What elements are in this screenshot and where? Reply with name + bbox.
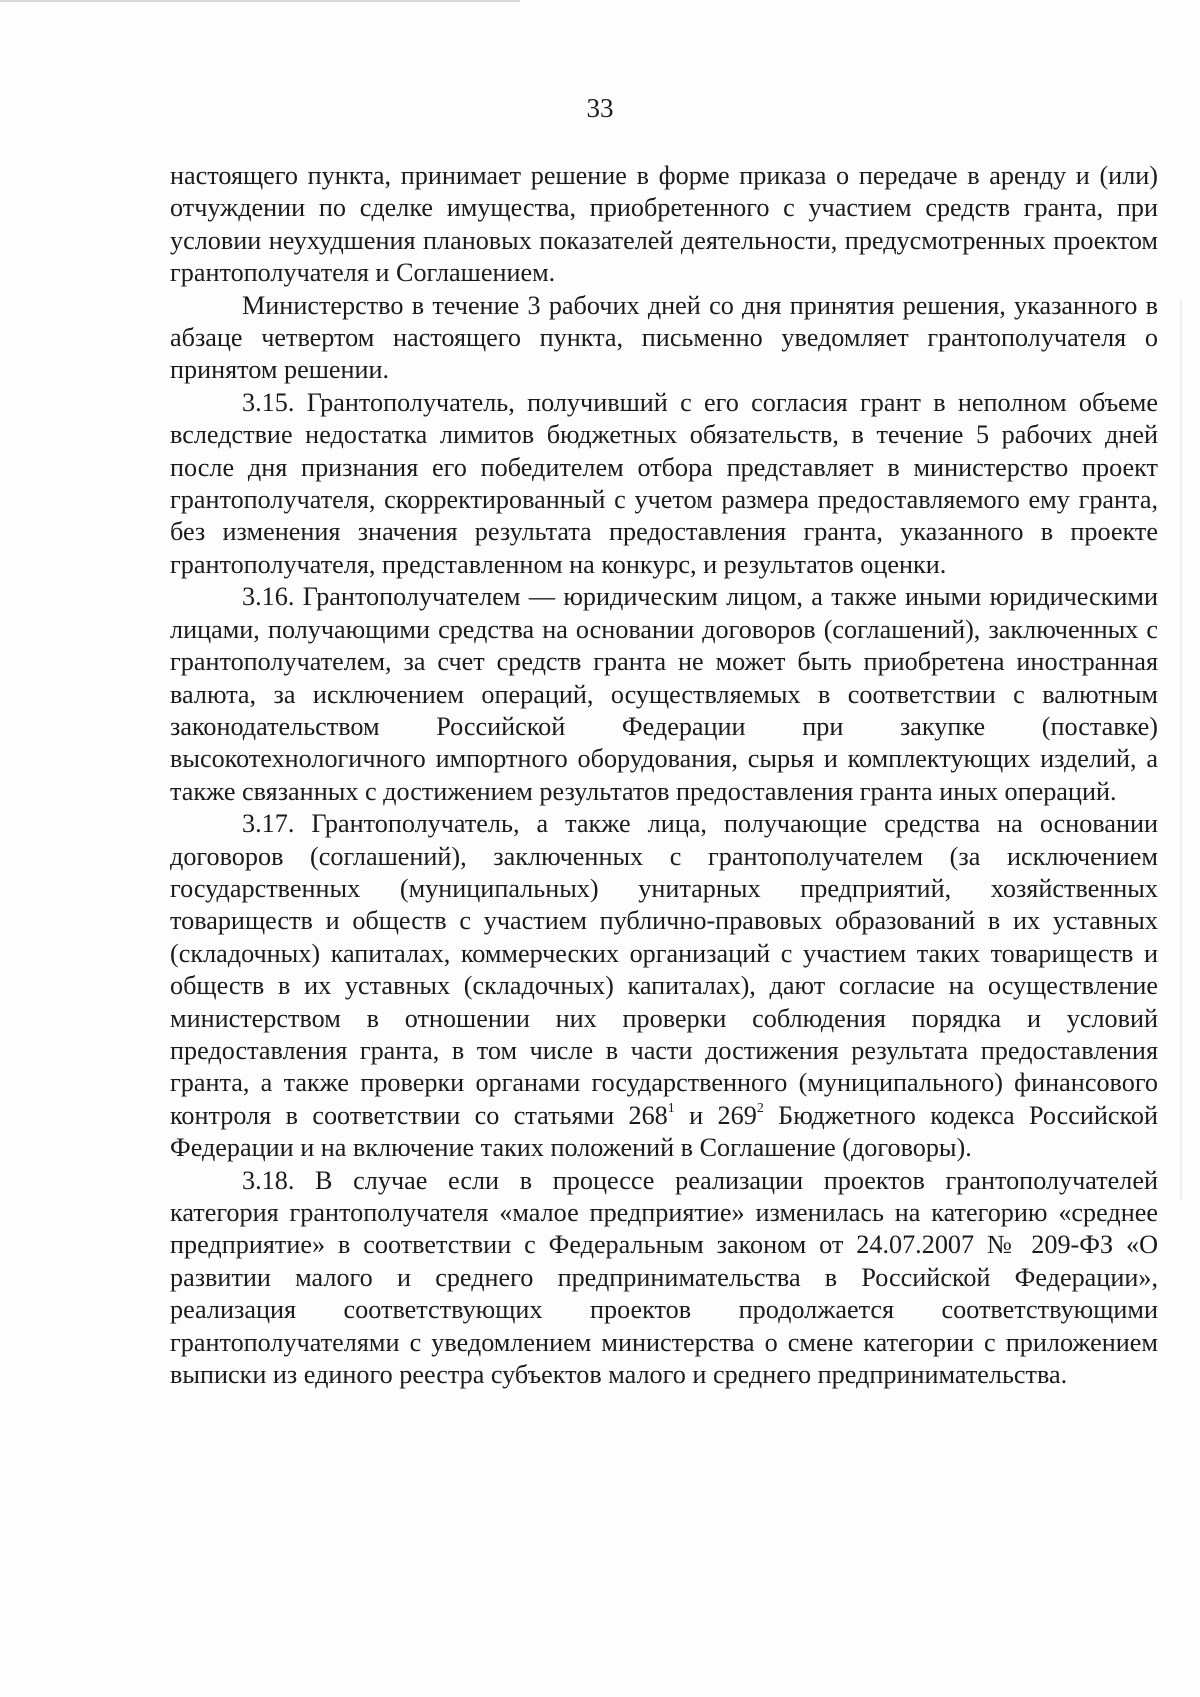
superscript-268: 1 <box>667 1101 675 1117</box>
paragraph-3-15: 3.15. Грантополучатель, получивший с его согласия грант в неполном объеме вследствие недостатка лимитов бюджетных обязательств, в течение 5 рабочих дней после дня признания его победителем отбора представляет в министерство проект грантополучателя, скорректированный с учетом размера предоставляемого ему гранта, без изменения значения результата предоставления гранта, указанного в проекте грантополучателя, представленном на конкурс, и результатов оценки. <box>170 387 1158 579</box>
scan-edge-mark <box>0 0 520 2</box>
paragraph-3-16: 3.16. Грантополучателем — юридическим лицом, а также иными юридическими лицами, получающими средства на основании договоров (соглашений), заключенных с грантополучателем, за счет средств гранта не может быть приобретена иностранная валюта, за исключением операций, осуществляемых в соответствии с валютным законодательством Российской Федерации при закупке (поставке) высокотехнологичного импортного оборудования, сырья и комплектующих изделий, а также связанных с достижением результатов предоставления гранта иных операций. <box>170 582 1158 806</box>
paragraph-continuation: настоящего пункта, принимает решение в форме приказа о передаче в аренду и (или) отчуждении по сделке имущества, приобретенного с участием средств гранта, при условии неухудшения плановых показателей деятельности, предусмотренных проектом грантополучателя и Соглашением. <box>170 161 1158 288</box>
document-body <box>170 160 1158 1391</box>
paragraph-3-17-text-end: Бюджетного кодекса Российской Федерации и на включение таких положений в Соглашение (договоры). <box>170 1100 1159 1163</box>
paragraph-ministry-notice: Министерство в течение 3 рабочих дней со дня принятия решения, указанного в абзаце четвертом настоящего пункта, письменно уведомляет грантополучателя о принятом решении. <box>170 290 1158 385</box>
paragraph-3-17 <box>170 808 1158 1164</box>
scan-edge-mark <box>1180 300 1182 1200</box>
paragraph-3-18: 3.18. В случае если в процессе реализации проектов грантополучателей категория грантополучателя «малое предприятие» изменилась на категорию «среднее предприятие» в соответствии с Федеральным законом от 24.07.2007 № 209-ФЗ «О развитии малого и среднего предпринимательства в Российской Федерации», реализация соответствующих проектов продолжается соответствующими грантополучателями с уведомлением министерства о смене категории с приложением выписки из единого реестра субъектов малого и среднего предпринимательства. <box>170 1165 1158 1390</box>
page-number: 33 <box>586 93 614 123</box>
paragraph-3-17-text-start: 3.17. Грантополучатель, а также лица, получающие средства на основании договоров (соглашений), заключенных с грантополучателем (за исключением государственных (муниципальных) унитарных предприятий, хозяйственных товариществ и обществ с участием публично-правовых образований в их уставных (складочных) капиталах, коммерческих организаций с участием таких товариществ и обществ в их уставных (складочных) капиталах), дают согласие на осуществление министерством в отношении них проверки соблюдения порядка и условий предоставления гранта, в том числе в части достижения результата предоставления гранта, а также проверки органами государственного (муниципального) финансового контроля в соответствии со статьями 268 <box>170 809 1158 1130</box>
paragraph-3-17-text-mid: и 269 <box>674 1100 757 1130</box>
superscript-269: 2 <box>756 1101 764 1117</box>
